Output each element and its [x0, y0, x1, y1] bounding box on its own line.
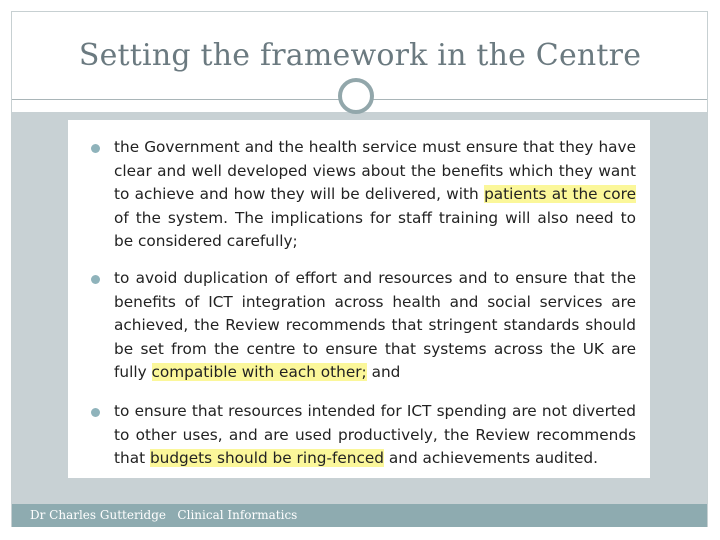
- highlighted-phrase: compatible with each other;: [151, 363, 367, 381]
- footer-text: Dr Charles Gutteridge Clinical Informatics: [30, 508, 298, 522]
- bullet-text-segment: of the system. The implications for staff training will also need to be considered carefully;: [114, 208, 636, 250]
- bullet-item: [86, 267, 636, 385]
- bullet-text: [114, 400, 636, 471]
- bullet-text-segment: and: [366, 363, 401, 381]
- bullet-dot-icon: [91, 144, 100, 153]
- slide-title: Setting the framework in the Centre: [78, 38, 642, 73]
- bullet-dot-icon: [91, 408, 100, 417]
- bullet-text: [114, 136, 636, 254]
- bullet-text-segment: to avoid duplication of effort and resources and to ensure that the benefits of ICT integration across health and social services are achieved, the Review recommends that stringent standards should be set from the centre to ensure that systems across the UK are fully: [114, 269, 636, 381]
- bullet-text-segment: the Government and the health service must ensure that they have clear and well developed views about the benefits which they want to achieve and how they will be delivered, with: [114, 138, 636, 203]
- bullet-item: [86, 400, 636, 471]
- bullet-dot-icon: [91, 275, 100, 284]
- bullet-item: [86, 136, 636, 254]
- quoted-excerpt-panel: [68, 120, 650, 478]
- bullet-text-segment: to ensure that resources intended for ICT spending are not diverted to other uses, and are used productively, the Review recommends that: [114, 402, 636, 467]
- bullet-text-segment: and achievements audited.: [384, 449, 598, 467]
- highlighted-phrase: patients at the core: [484, 185, 636, 203]
- circle-ornament-icon: [338, 78, 374, 114]
- bullet-text: [114, 267, 636, 385]
- highlighted-phrase: budgets should be ring-fenced: [149, 449, 385, 467]
